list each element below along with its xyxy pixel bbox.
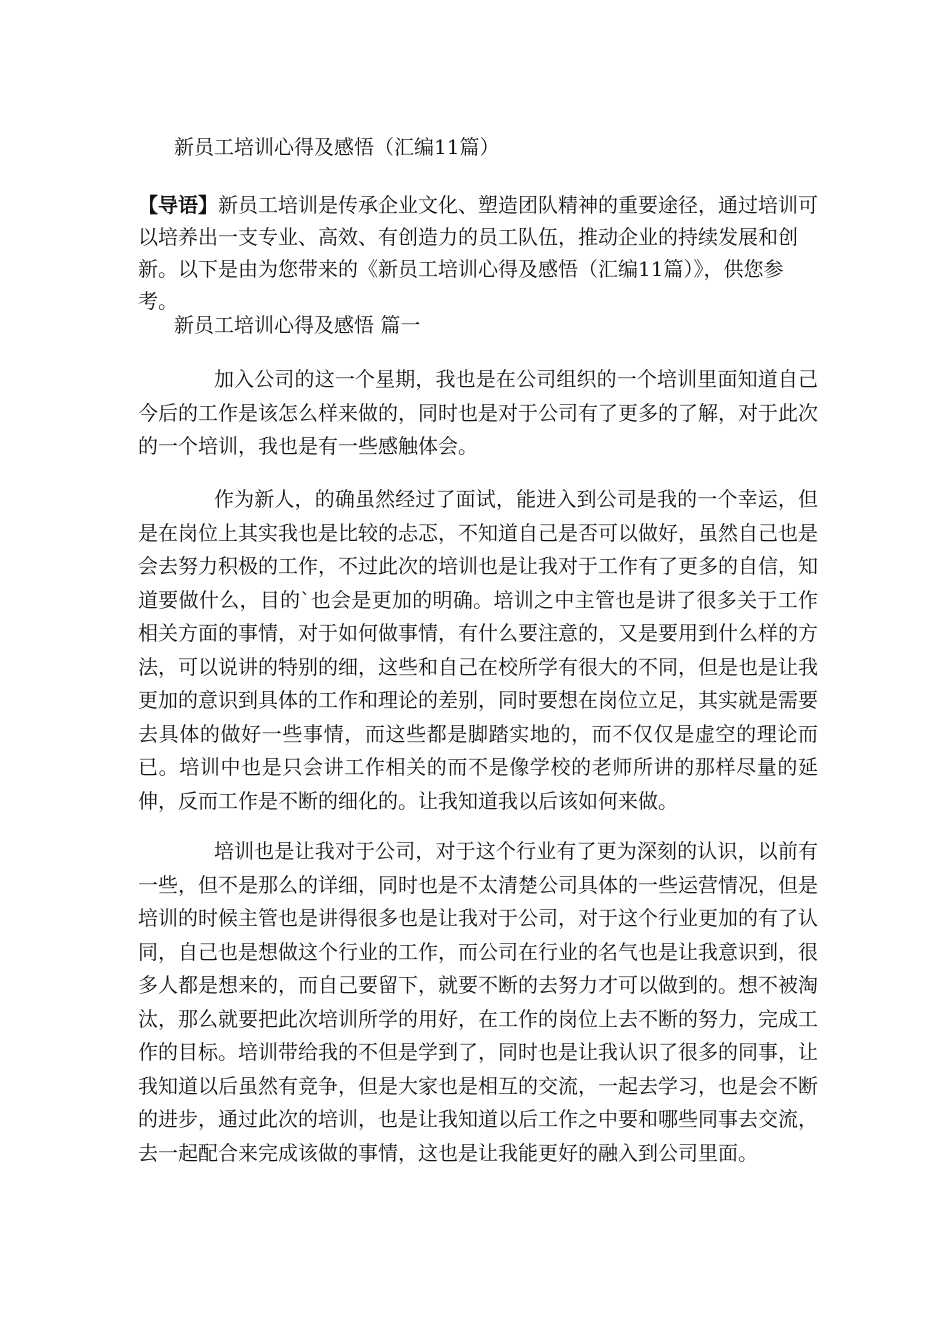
body-paragraph-2 (138, 483, 818, 818)
intro-tag: 【导语】 (138, 193, 218, 217)
section-title: 新员工培训心得及感悟 篇一 (174, 313, 421, 337)
body-paragraph-3 (138, 835, 818, 1170)
intro-text: 新员工培训是传承企业文化、塑造团队精神的重要途径，通过培训可以培养出一支专业、高效、有创造力的员工队伍，推动企业的持续发展和创新。以下是由为您带来的《新员工培训心得及感悟（汇编11篇）》，供您参考。 (138, 193, 818, 313)
paragraph-text: 作为新人，的确虽然经过了面试，能进入到公司是我的一个幸运，但是在岗位上其实我也是比较的忐忑，不知道自己是否可以做好，虽然自己也是会去努力积极的工作，不过此次的培训也是让我对于工作有了更多的自信，知道要做什么，目的`也会是更加的明确。培训之中主管也是讲了很多关于工作相关方面的事情，对于如何做事情，有什么要注意的，又是要用到什么样的方法，可以说讲的特别的细，这些和自己在校所学有很大的不同，但是也是让我更加的意识到具体的工作和理论的差别，同时要想在岗位立足，其实就是需要去具体的做好一些事情，而这些都是脚踏实地的，而不仅仅是虚空的理论而已。培训中也是只会讲工作相关的而不是像学校的老师所讲的那样尽量的延伸，反而工作是不断的细化的。让我知道我以后该如何来做。 (138, 487, 818, 813)
paragraph-text: 培训也是让我对于公司，对于这个行业有了更为深刻的认识，以前有一些，但不是那么的详细，同时也是不太清楚公司具体的一些运营情况，但是培训的时候主管也是讲得很多也是让我对于公司，对于这个行业更加的有了认同，自己也是想做这个行业的工作，而公司在行业的名气也是让我意识到，很多人都是想来的，而自己要留下，就要不断的去努力才可以做到的。想不被淘汰，那么就要把此次培训所学的用好，在工作的岗位上去不断的努力，完成工作的目标。培训带给我的不但是学到了，同时也是让我认识了很多的同事，让我知道以后虽然有竞争，但是大家也是相互的交流，一起去学习，也是会不断的进步，通过此次的培训，也是让我知道以后工作之中要和哪些同事去交流，去一起配合来完成该做的事情，这也是让我能更好的融入到公司里面。 (138, 839, 818, 1165)
intro-paragraph (138, 189, 818, 317)
paragraph-text: 加入公司的这一个星期，我也是在公司组织的一个培训里面知道自己今后的工作是该怎么样来做的，同时也是对于公司有了更多的了解，对于此次的一个培训，我也是有一些感触体会。 (138, 367, 818, 458)
body-paragraph-1 (138, 363, 818, 464)
document-title: 新员工培训心得及感悟（汇编11篇） (174, 135, 500, 159)
